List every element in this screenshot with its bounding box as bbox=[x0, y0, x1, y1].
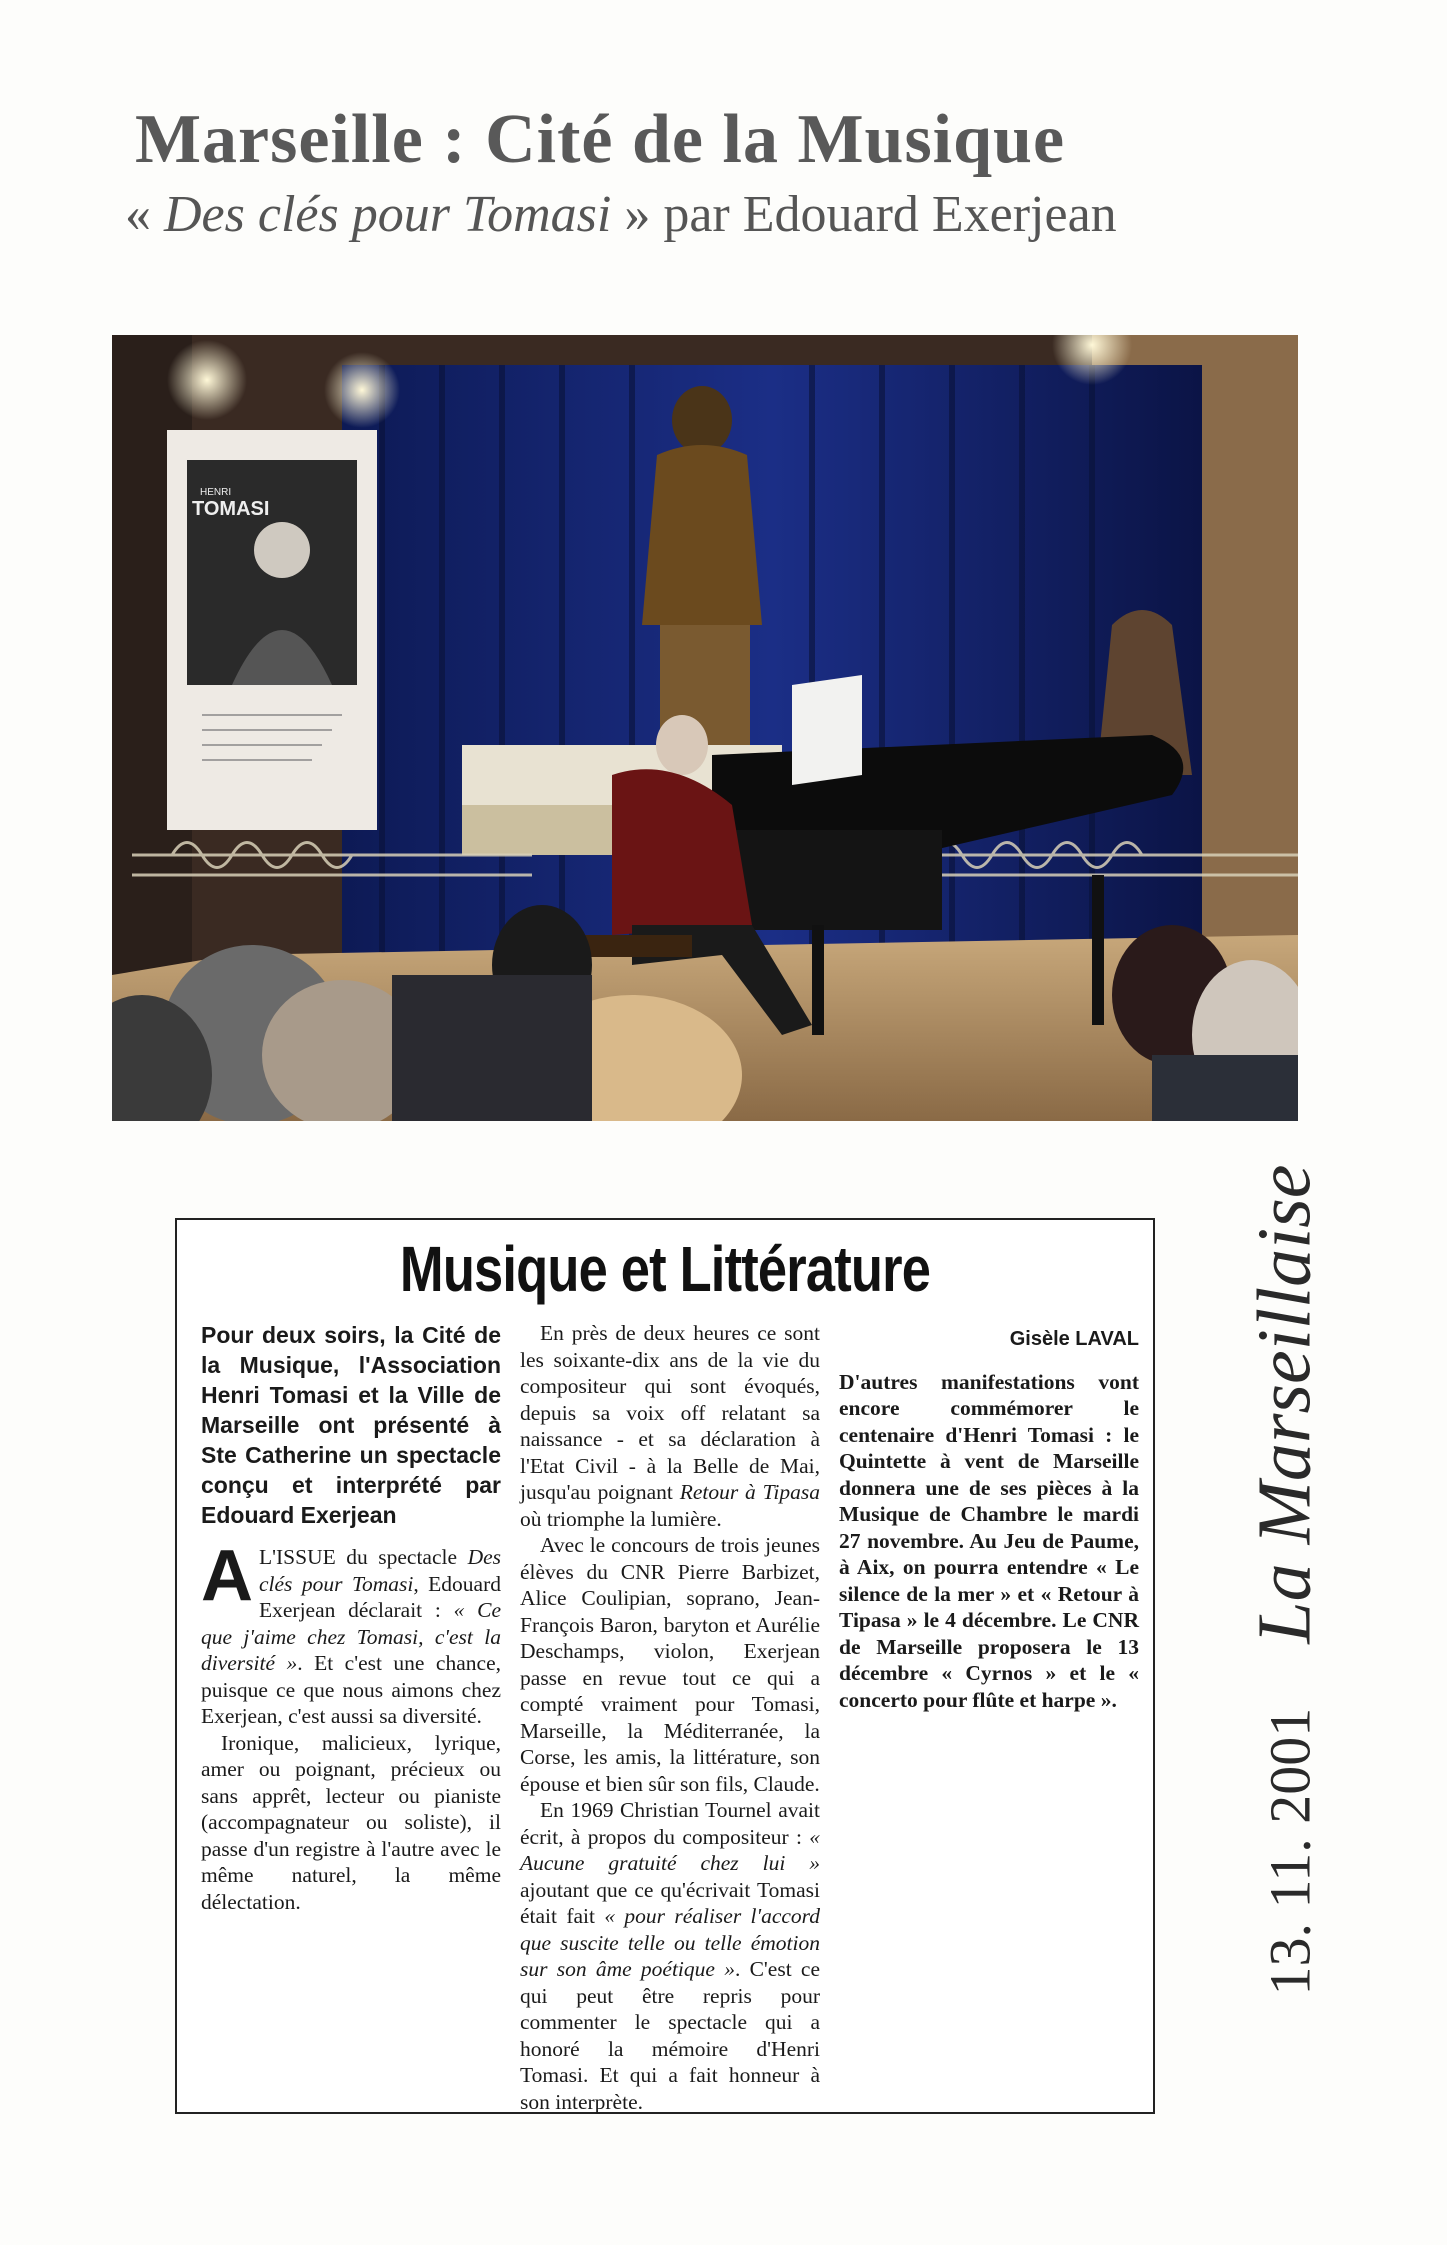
paragraph: En près de deux heures ce sont les soixante-dix ans de la vie du compositeur qui sont évoqués, depuis sa voix off relatant sa naissance - et sa déclaration à l'Etat Civil - à la Belle de Mai, jusqu'au poignant Retour à Tipasa où triomphe la lumière. bbox=[520, 1321, 820, 1531]
publication-sidebar bbox=[1230, 1080, 1340, 2080]
concert-photo bbox=[112, 335, 1298, 1121]
article-title: Musique et Littérature bbox=[399, 1233, 931, 1305]
drop-cap: A bbox=[201, 1536, 253, 1616]
article-column-1 bbox=[201, 1320, 501, 1915]
page-headline: Marseille : Cité de la Musique bbox=[134, 101, 1066, 178]
tomasi-poster bbox=[167, 430, 377, 830]
article-column-3 bbox=[839, 1320, 1139, 1713]
article-lead: Pour deux soirs, la Cité de la Musique, l'Association Henri Tomasi et la Ville de Marseille ont présenté à Ste Catherine un spectacle conçu et interprété par Edouard Exerjean bbox=[201, 1322, 501, 1528]
publication-date: 13. 11. 2001 bbox=[1257, 1707, 1323, 1996]
paragraph: En 1969 Christian Tournel avait écrit, à propos du compositeur : « Aucune gratuité chez lui » ajoutant que ce qu'écrivait Tomasi était fait « pour réaliser l'accord que suscite telle ou telle émotion sur son âme poétique ». C'est ce qui peut être repris pour commenter le spectacle qui a honoré la mémoire d'Henri Tomasi. Et qui a fait honneur à son interprète. bbox=[520, 1798, 821, 2114]
paragraph: A L'ISSUE du spectacle Des clés pour Tomasi, Edouard Exerjean déclarait : « Ce que j'aime chez Tomasi, c'est la diversité ». Et c'est une chance, puisque ce que nous aimons chez Exerjean, c'est aussi sa diversité. bbox=[201, 1536, 501, 1728]
show-title: Des clés pour Tomasi bbox=[151, 186, 625, 243]
svg-text:TOMASI: TOMASI bbox=[192, 498, 270, 520]
paragraph: Ironique, malicieux, lyrique, amer ou poignant, précieux ou sans apprêt, lecteur ou pianiste (accompagnateur ou soliste), il passe d'un registre à l'autre avec le même naturel, la même délectation. bbox=[201, 1730, 501, 1914]
article-column-2-content bbox=[520, 1320, 820, 2115]
events-note: D'autres manifestations vont encore commémorer le centenaire d'Henri Tomasi : le Quintette à vent de Marseille donnera une de ses pièces à la Musique de Chambre le mardi 27 novembre. Au Jeu de Paume, à Aix, on pourra entendre « Le silence de la mer » et « Retour à Tipasa » le 4 décembre. Le CNR de Marseille proposera le 13 décembre « Cyrnos » et le « concerto pour flûte et harpe ». bbox=[839, 1369, 1139, 1712]
svg-text:HENRI: HENRI bbox=[200, 487, 232, 498]
publication-name: La Marseillaise bbox=[1242, 1164, 1327, 1644]
author-byline: Gisèle LAVAL bbox=[1009, 1328, 1139, 1350]
paragraph: Avec le concours de trois jeunes élèves du CNR Pierre Barbizet, Alice Coulipian, soprano, Jean-François Baron, baryton et Aurélie Deschamps, violon, Exerjean passe en revue tout ce qui a compté vraiment pour Tomasi, Marseille, la Méditerranée, la Corse, les amis, la littérature, son épouse et bien sûr son fils, Claude. bbox=[520, 1533, 820, 1796]
article-box bbox=[175, 1218, 1155, 2114]
page-subheadline: « Des clés pour Tomasi » par Edouard Exerjean bbox=[125, 186, 1117, 243]
